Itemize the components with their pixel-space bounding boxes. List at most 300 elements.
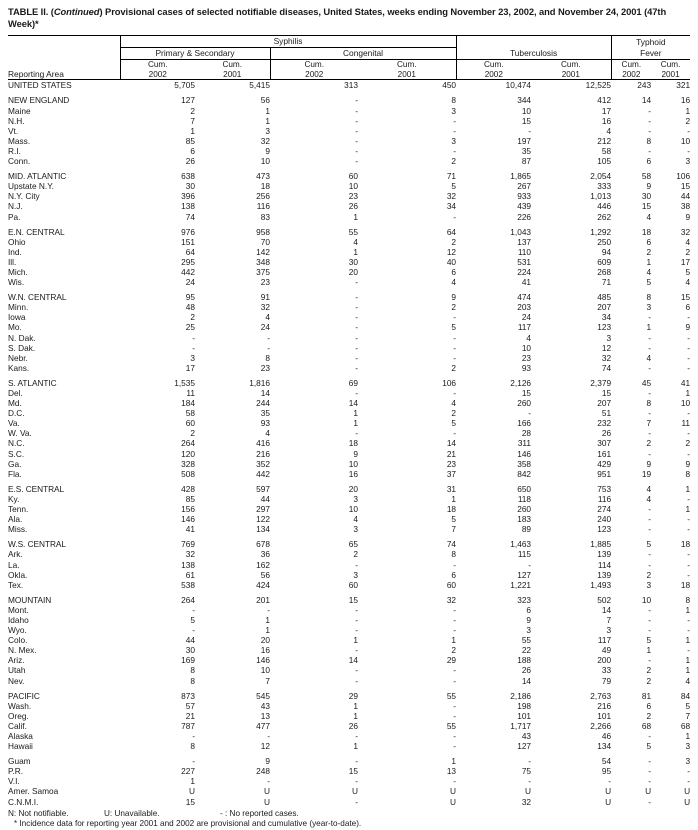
row-value-6: - (648, 388, 652, 398)
row-area-label: Wash. (8, 700, 32, 711)
row-value-2: 14 (348, 655, 358, 666)
row-value-7: - (687, 125, 691, 136)
row-value-6: 9 (646, 458, 652, 469)
row-value-6: U (645, 786, 652, 797)
row-value-0: 5,705 (174, 80, 195, 91)
header-col-label: Cum. (222, 60, 243, 70)
row-area-label: Ala. (8, 514, 23, 525)
table-row-region (8, 378, 690, 388)
row-value-5: 609 (597, 256, 612, 267)
row-value-6: 2 (646, 438, 652, 449)
row-value-4: 15 (521, 115, 532, 126)
row-value-5: 105 (597, 156, 612, 167)
row-value-7: 84 (680, 690, 691, 701)
row-value-1: - (267, 332, 270, 343)
row-value-1: 416 (256, 438, 270, 449)
row-value-0: - (192, 731, 195, 741)
row-value-4: 87 (521, 156, 532, 167)
row-value-0: 2 (190, 312, 195, 323)
row-value-6: - (648, 332, 652, 343)
row-value-4: 41 (521, 277, 532, 288)
row-value-7: 11 (681, 418, 691, 429)
row-value-6: 58 (641, 171, 652, 182)
table-row (8, 797, 690, 807)
row-area-label: P.R. (8, 766, 24, 777)
row-value-7: 8 (685, 594, 691, 605)
row-value-0: 15 (185, 796, 195, 807)
header-col-year: 2002 (622, 69, 641, 79)
table-row (8, 237, 690, 247)
row-value-0: 264 (181, 594, 195, 605)
row-value-1: 146 (256, 655, 270, 666)
row-value-7: 68 (680, 720, 691, 731)
row-value-6: 1 (646, 256, 652, 267)
row-area-label: Del. (8, 388, 23, 398)
row-value-4: U (525, 786, 532, 797)
row-value-6: 1 (646, 322, 652, 333)
row-value-0: 396 (181, 191, 195, 202)
row-value-4: 1,463 (510, 539, 532, 550)
table-row (8, 731, 690, 741)
row-value-2: - (355, 614, 358, 625)
header-col-year: 2002 (148, 69, 167, 79)
header-group-tuberculosis-top (456, 36, 611, 48)
row-value-5: U (605, 786, 612, 797)
row-value-0: 295 (181, 256, 195, 267)
table-row (8, 116, 690, 126)
row-area-label: Nev. (8, 675, 25, 686)
row-value-3: - (453, 741, 457, 752)
row-value-7: 16 (680, 95, 691, 106)
row-value-4: 24 (521, 312, 532, 323)
row-value-0: - (192, 604, 195, 615)
row-value-3: - (453, 342, 457, 353)
row-value-1: 1 (265, 614, 270, 625)
row-value-1: 597 (256, 483, 270, 494)
row-value-3: - (453, 731, 457, 741)
row-value-5: 1,493 (590, 579, 612, 590)
row-area-label: Ariz. (8, 655, 25, 666)
row-area-label: N.H. (8, 115, 25, 126)
row-value-7: U (684, 796, 691, 807)
header-subgroup-blank (8, 48, 120, 60)
row-value-4: 2,186 (510, 690, 532, 701)
footnote-key-u: U: Unavailable. (104, 808, 160, 818)
row-value-5: 485 (597, 292, 612, 303)
row-value-3: 3 (451, 135, 457, 146)
row-value-7: 321 (676, 80, 691, 91)
row-value-1: 244 (256, 398, 270, 409)
header-col-year: 2001 (661, 69, 680, 79)
row-value-0: 328 (181, 458, 195, 469)
row-value-2: 23 (348, 191, 358, 202)
row-value-3: 14 (446, 438, 457, 449)
row-value-3: 9 (451, 292, 457, 303)
row-value-6: 2 (646, 665, 652, 676)
row-value-0: 85 (185, 493, 195, 504)
row-value-6: 10 (641, 594, 652, 605)
row-value-1: - (267, 342, 270, 353)
row-area-label: Wyo. (8, 625, 27, 636)
row-value-6: 5 (646, 635, 652, 646)
row-value-5: 79 (601, 675, 612, 686)
title-continued: Continued (53, 6, 100, 17)
row-value-4: 146 (517, 448, 532, 459)
row-value-2: 1 (353, 408, 358, 419)
row-value-4: 842 (517, 468, 532, 479)
row-value-7: 18 (680, 579, 691, 590)
row-value-4: 22 (521, 645, 532, 656)
row-value-5: 33 (601, 665, 612, 676)
row-value-5: 1,013 (590, 191, 612, 202)
row-value-6: - (648, 766, 652, 777)
row-value-4: 260 (517, 398, 532, 409)
header-col-year: 2001 (561, 69, 580, 79)
row-value-5: 34 (601, 312, 612, 323)
row-value-7: 3 (685, 741, 691, 752)
table-row (8, 302, 690, 312)
row-value-4: 474 (517, 292, 532, 303)
row-value-2: 10 (348, 504, 358, 515)
row-area-label: Mont. (8, 604, 29, 615)
row-value-3: - (453, 700, 457, 711)
row-value-4: 183 (517, 514, 532, 525)
row-value-0: 227 (181, 766, 195, 777)
row-value-0: 95 (185, 292, 195, 303)
table-row (8, 701, 690, 711)
row-area-label: S. Dak. (8, 342, 36, 353)
row-value-5: 2,266 (590, 720, 612, 731)
table-row (8, 469, 690, 479)
row-value-7: - (687, 625, 691, 636)
row-value-7: - (687, 408, 691, 419)
row-value-7: 5 (685, 700, 691, 711)
row-value-0: 8 (190, 675, 195, 686)
row-value-2: - (355, 731, 358, 741)
row-value-3: - (453, 125, 457, 136)
row-value-5: 51 (601, 408, 612, 419)
row-area-label: W. Va. (8, 428, 32, 439)
row-value-5: 14 (601, 604, 612, 615)
row-value-1: - (267, 604, 270, 615)
row-value-1: 122 (256, 514, 270, 525)
row-value-0: 21 (185, 710, 195, 721)
row-value-0: 538 (181, 579, 195, 590)
row-value-3: - (453, 332, 457, 343)
row-value-3: 2 (451, 156, 457, 167)
table-row (8, 267, 690, 277)
row-value-1: 23 (260, 277, 270, 288)
row-value-6: 5 (646, 741, 652, 752)
row-value-2: 10 (348, 458, 358, 469)
table-row-region (8, 227, 690, 237)
row-value-6: 8 (646, 398, 652, 409)
header-reporting-area: Reporting Area (8, 60, 120, 80)
header-col-syph-ps-2002 (120, 60, 195, 80)
row-value-4: 118 (517, 493, 532, 504)
row-value-1: 116 (256, 201, 270, 212)
row-value-5: 951 (597, 468, 612, 479)
row-value-5: - (608, 776, 612, 787)
row-value-4: 35 (521, 145, 532, 156)
row-area-label: Calif. (8, 720, 27, 731)
row-value-3: 1 (451, 756, 457, 767)
row-value-3: 5 (451, 514, 457, 525)
row-value-7: 1 (685, 635, 691, 646)
header-col-year: 2002 (484, 69, 503, 79)
row-value-2: - (355, 675, 358, 686)
row-value-7: 6 (685, 302, 691, 313)
row-value-0: - (192, 342, 195, 353)
row-value-1: U (264, 786, 270, 797)
row-area-label: Colo. (8, 635, 28, 646)
row-value-5: 333 (597, 181, 612, 192)
row-value-1: 8 (265, 352, 270, 363)
row-value-0: 508 (181, 468, 195, 479)
row-value-2: - (355, 135, 358, 146)
row-value-2: 1 (353, 700, 358, 711)
header-col-label: Cum. (621, 60, 642, 70)
row-value-5: 46 (601, 731, 612, 741)
row-value-5: 123 (597, 322, 612, 333)
table-row (8, 635, 690, 645)
row-value-3: - (453, 710, 457, 721)
row-area-label: C.N.M.I. (8, 796, 39, 807)
row-value-1: 4 (265, 312, 270, 323)
row-area-label: La. (8, 559, 20, 570)
table-row (8, 524, 690, 534)
row-value-4: 10,474 (505, 80, 532, 91)
row-value-7: 1 (685, 504, 691, 515)
row-value-3: 32 (446, 191, 457, 202)
row-area-label: Miss. (8, 524, 28, 535)
table-row (8, 711, 690, 721)
row-value-4: 55 (521, 635, 532, 646)
row-value-0: 120 (181, 448, 195, 459)
row-value-1: 10 (260, 156, 270, 167)
row-value-4: 32 (521, 796, 532, 807)
row-value-4: 198 (517, 700, 532, 711)
row-area-label: Maine (8, 105, 31, 116)
header-group-row (8, 36, 690, 48)
row-value-2: - (355, 95, 358, 106)
row-value-1: 4 (265, 428, 270, 439)
row-value-7: 2 (685, 115, 691, 126)
row-value-5: 123 (597, 524, 612, 535)
row-area-label: Ohio (8, 236, 26, 247)
row-value-2: - (355, 145, 358, 156)
row-value-2: 29 (348, 690, 358, 701)
row-value-7: - (687, 362, 691, 373)
row-value-6: - (648, 504, 652, 515)
row-value-4: 166 (517, 418, 532, 429)
row-area-label: Oreg. (8, 710, 29, 721)
row-value-2: - (355, 665, 358, 676)
row-value-2: 1 (353, 418, 358, 429)
row-value-2: - (355, 125, 358, 136)
row-value-6: 15 (641, 201, 652, 212)
row-value-4: 203 (517, 302, 532, 313)
header-group-typhoid: Typhoid (611, 36, 690, 48)
row-value-3: - (453, 675, 457, 686)
row-value-0: 60 (185, 418, 195, 429)
row-value-3: 37 (446, 468, 457, 479)
row-value-5: 240 (597, 514, 612, 525)
row-value-4: 115 (517, 549, 532, 560)
row-value-7: 4 (685, 236, 691, 247)
row-value-6: 2 (646, 246, 652, 257)
row-value-4: 127 (517, 741, 532, 752)
row-value-7: - (687, 559, 691, 570)
row-value-2: 1 (353, 246, 358, 257)
row-value-7: - (687, 645, 691, 656)
row-value-2: U (352, 786, 358, 797)
row-value-5: 7 (606, 614, 612, 625)
row-value-4: 43 (521, 731, 532, 741)
table-row (8, 459, 690, 469)
row-value-1: - (267, 776, 270, 787)
header-subgroup-tuberculosis: Tuberculosis (456, 48, 611, 60)
row-value-0: 1 (190, 125, 195, 136)
row-value-7: 2 (685, 246, 691, 257)
row-value-4: 311 (517, 438, 532, 449)
row-value-1: 162 (256, 559, 270, 570)
row-value-6: 2 (646, 569, 652, 580)
row-value-6: - (648, 524, 652, 535)
table-row (8, 625, 690, 635)
table-row (8, 776, 690, 786)
header-col-syph-ps-2001 (195, 60, 270, 80)
row-value-2: - (355, 312, 358, 323)
row-value-3: 18 (446, 504, 457, 515)
row-value-0: 976 (181, 226, 195, 237)
row-value-6: 3 (646, 302, 652, 313)
table-row-region (8, 171, 690, 181)
row-value-1: 36 (260, 549, 270, 560)
row-value-6: 1 (646, 645, 652, 656)
row-value-7: - (687, 569, 691, 580)
row-value-7: - (687, 352, 691, 363)
row-value-3: 71 (446, 171, 457, 182)
row-value-3: 40 (446, 256, 457, 267)
row-value-3: 29 (446, 655, 457, 666)
row-value-7: 9 (685, 211, 691, 222)
row-value-1: 32 (260, 302, 270, 313)
row-value-4: 110 (517, 246, 532, 257)
row-value-6: 4 (646, 352, 652, 363)
row-value-0: 8 (190, 665, 195, 676)
table-row (8, 257, 690, 267)
row-area-label: Utah (8, 665, 26, 676)
row-value-7: 1 (685, 604, 691, 615)
row-value-1: - (267, 731, 270, 741)
table-row-total (8, 80, 690, 91)
row-value-7: 1 (685, 388, 691, 398)
row-value-4: 650 (517, 483, 532, 494)
row-value-2: 4 (353, 236, 358, 247)
row-value-6: 4 (646, 493, 652, 504)
row-value-4: 3 (526, 625, 532, 636)
row-value-3: 4 (451, 398, 457, 409)
header-col-tb-2002 (456, 60, 531, 80)
table-row (8, 756, 690, 766)
row-value-7: 1 (685, 665, 691, 676)
row-value-7: - (687, 448, 691, 459)
row-value-2: - (355, 645, 358, 656)
row-value-5: 101 (597, 710, 612, 721)
row-value-3: 8 (451, 549, 457, 560)
row-value-3: 23 (446, 458, 457, 469)
row-value-2: 20 (348, 483, 358, 494)
row-value-1: 348 (256, 256, 270, 267)
row-value-3: 8 (451, 95, 457, 106)
table-row (8, 398, 690, 408)
row-area-label: Vt. (8, 125, 19, 136)
row-value-3: 55 (446, 720, 457, 731)
table-row (8, 494, 690, 504)
row-value-7: - (687, 428, 691, 439)
row-value-1: 10 (260, 665, 270, 676)
row-value-3: 4 (451, 277, 457, 288)
table-row (8, 786, 690, 796)
table-row (8, 504, 690, 514)
row-value-2: 1 (353, 710, 358, 721)
row-value-4: 2,126 (510, 377, 532, 388)
row-value-1: 9 (265, 756, 270, 767)
row-value-7: 3 (685, 756, 691, 767)
row-area-label: Hawaii (8, 741, 33, 752)
row-value-1: 18 (260, 181, 270, 192)
row-value-1: 678 (256, 539, 270, 550)
row-area-label: N.C. (8, 438, 25, 449)
row-value-4: 26 (521, 665, 532, 676)
row-value-0: 638 (181, 171, 195, 182)
row-value-0: 2 (190, 105, 195, 116)
row-value-5: 207 (597, 302, 612, 313)
row-value-4: 1,865 (510, 171, 532, 182)
row-value-5: 3 (606, 625, 612, 636)
row-value-2: - (355, 604, 358, 615)
table-row-region (8, 595, 690, 605)
row-area-label: NEW ENGLAND (8, 95, 70, 106)
row-value-2: 15 (348, 766, 358, 777)
row-value-7: 4 (685, 277, 691, 288)
table-row (8, 438, 690, 448)
row-area-label: Ind. (8, 246, 22, 257)
row-value-2: - (355, 756, 358, 767)
row-value-7: 1 (685, 105, 691, 116)
row-value-6: - (648, 145, 652, 156)
table-row-region (8, 539, 690, 549)
header-subgroup-fever: Fever (611, 48, 690, 60)
row-value-6: 2 (646, 675, 652, 686)
row-value-4: 531 (517, 256, 532, 267)
row-value-0: 26 (185, 156, 195, 167)
row-value-4: 323 (517, 594, 532, 605)
row-value-4: 23 (521, 352, 532, 363)
row-value-2: 26 (348, 720, 358, 731)
row-value-6: 4 (646, 211, 652, 222)
row-area-label: PACIFIC (8, 690, 40, 701)
row-value-2: 20 (348, 266, 358, 277)
row-area-label: Alaska (8, 731, 33, 741)
row-value-5: 268 (597, 266, 612, 277)
row-value-0: 58 (185, 408, 195, 419)
row-value-7: 15 (680, 181, 691, 192)
row-value-4: - (528, 559, 532, 570)
row-area-label: Ky. (8, 493, 20, 504)
row-area-label: Wis. (8, 277, 25, 288)
